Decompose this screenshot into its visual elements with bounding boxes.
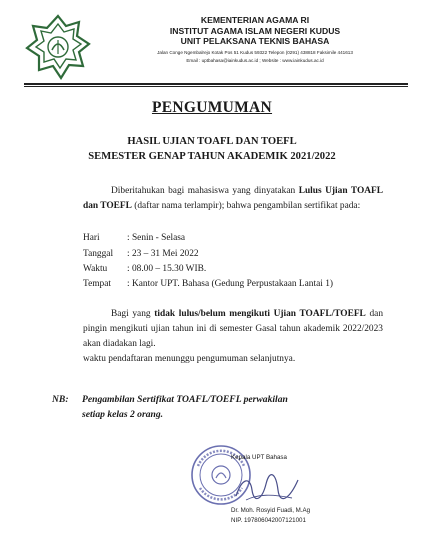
schedule-value: : Kantor UPT. Bahasa (Gedung Perpustakaan Lantai 1) [127, 279, 334, 289]
schedule-value: : 08.00 – 15.30 WIB. [127, 264, 207, 274]
schedule-label: Tempat [83, 279, 111, 289]
announcement-paragraph [83, 184, 383, 214]
letterhead-address: Jalan Conge Ngembalrejo Kotak Pos 51 Kudus 59322 Telepon (0291) 438818 Faksimile 441613 [157, 49, 353, 55]
signatory-nip: NIP. 197806042007121001 [231, 517, 306, 524]
schedule-row-day [83, 231, 185, 245]
nota-bene [52, 392, 382, 422]
letterhead-institute: INSTITUT AGAMA ISLAM NEGERI KUDUS [169, 25, 341, 36]
signatory-name: Dr. Moh. Rosyid Fuadi, M.Ag [231, 507, 311, 514]
document-subtitle-semester: SEMESTER GENAP TAHUN AKADEMIK 2021/2022 [88, 151, 336, 162]
para2-text-a: Bagi yang [111, 309, 155, 319]
para1-emphasis: Lulus Ujian TOAFL dan TOEFL [83, 186, 383, 211]
schedule-label: Hari [83, 233, 100, 243]
letterhead [98, 15, 412, 64]
schedule-value: : 23 – 31 Mei 2022 [127, 249, 199, 259]
signatory-role: Kepala UPT Bahasa [231, 454, 287, 461]
document-title: PENGUMUMAN [151, 99, 273, 116]
letterhead-divider [24, 83, 408, 85]
schedule-value: : Senin - Selasa [127, 233, 186, 243]
schedule-label: Tanggal [83, 249, 114, 259]
nb-label: NB: [52, 394, 69, 405]
second-paragraph [83, 307, 383, 367]
nb-line1: Pengambilan Sertifikat TOAFL/TOEFL perwakilan [82, 394, 288, 405]
nb-line2: setiap kelas 2 orang. [82, 409, 164, 420]
letterhead-ministry: KEMENTERIAN AGAMA RI [200, 15, 310, 25]
schedule-label: Waktu [83, 264, 108, 274]
schedule-row-date [83, 247, 199, 261]
institution-logo-icon [25, 14, 91, 80]
para1-text-a: Diberitahukan bagi mahasiswa yang dinyatakan [111, 186, 299, 196]
para2-text-c: dan pingin mengikuti ujian tahun ini di semester Gasal tahun akademik 2022/2023 akan diadakan lagi. [83, 309, 384, 349]
schedule-row-place [83, 277, 333, 291]
schedule-row-time [83, 262, 206, 276]
document-subtitle: HASIL UJIAN TOAFL DAN TOEFL [127, 136, 297, 147]
handwritten-signature-icon [232, 470, 302, 506]
letterhead-contact: Email : uptbahasa@iainkudus.ac.id ; Website : www.iainkudus.ac.id [186, 57, 324, 63]
letterhead-divider-thin [24, 86, 408, 87]
para1-text-c: (daftar nama terlampir); bahwa pengambilan sertifikat pada: [131, 201, 361, 211]
para2-emphasis: tidak lulus/belum mengikuti Ujian TOAFL/TOEFL [154, 309, 366, 319]
letterhead-unit: UNIT PELAKSANA TEKNIS BAHASA [180, 36, 330, 46]
para2-text-d: waktu pendaftaran menunggu pengumuman selanjutnya. [83, 354, 296, 364]
